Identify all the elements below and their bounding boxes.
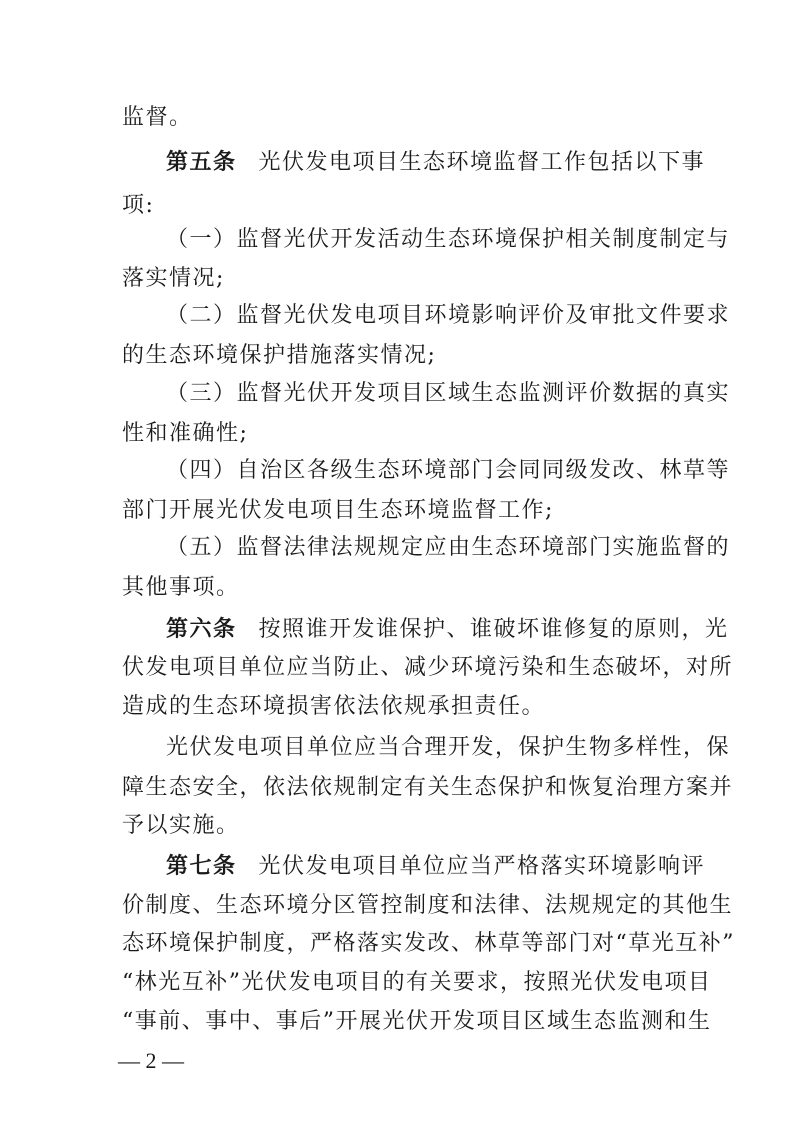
paragraph-line: 障生态安全，依法依规制定有关生态保护和恢复治理方案并 [122,775,734,800]
list-item-line: （四）自治区各级生态环境部门会同同级发改、林草等 [166,458,731,483]
paragraph-line: “林光互补”光伏发电项目的有关要求，按照光伏发电项目 [122,970,712,995]
list-item-line: （一）监督光伏开发活动生态环境保护相关制度制定与 [166,227,731,252]
paragraph-line: 项: [122,193,155,218]
paragraph-line: 价制度、生态环境分区管控制度和法律、法规规定的其他生 [122,893,734,918]
article-number: 第五条 [166,149,237,175]
article-7-heading-line: 第七条 光伏发电项目单位应当严格落实环境影响评 [166,853,706,879]
paragraph-line: 监督。 [122,105,193,130]
page-number: — 2 — [118,1048,184,1073]
paragraph-line: 性和准确性; [122,421,249,446]
paragraph-line: 部门开展光伏发电项目生态环境监督工作; [122,498,554,523]
article-5-heading-line: 第五条 光伏发电项目生态环境监督工作包括以下事 [166,149,706,175]
paragraph-line: 其他事项。 [122,575,240,600]
paragraph-line: 的生态环境保护措施落实情况; [122,343,437,368]
paragraph-line: 伏发电项目单位应当防止、减少环境污染和生态破坏，对所 [122,655,734,680]
paragraph-line: 予以实施。 [122,813,240,838]
paragraph-line: 造成的生态环境损害依法依规承担责任。 [122,694,546,719]
list-item-line: （五）监督法律法规规定应由生态环境部门实施监督的 [166,535,731,560]
paragraph-line: “事前、事中、事后”开展光伏开发项目区域生态监测和生 [122,1009,712,1034]
paragraph-line: 落实情况; [122,266,225,291]
paragraph-line: 态环境保护制度，严格落实发改、林草等部门对“草光互补” [122,931,735,956]
article-number: 第六条 [166,616,237,642]
list-item-line: （三）监督光伏开发项目区域生态监测评价数据的真实 [166,381,731,406]
article-6-heading-line: 第六条 按照谁开发谁保护、谁破坏谁修复的原则，光 [166,616,729,642]
paragraph-line: 光伏发电项目单位应当合理开发，保护生物多样性，保 [166,735,731,760]
article-number: 第七条 [166,853,237,879]
list-item-line: （二）监督光伏发电项目环境影响评价及审批文件要求 [166,303,731,328]
